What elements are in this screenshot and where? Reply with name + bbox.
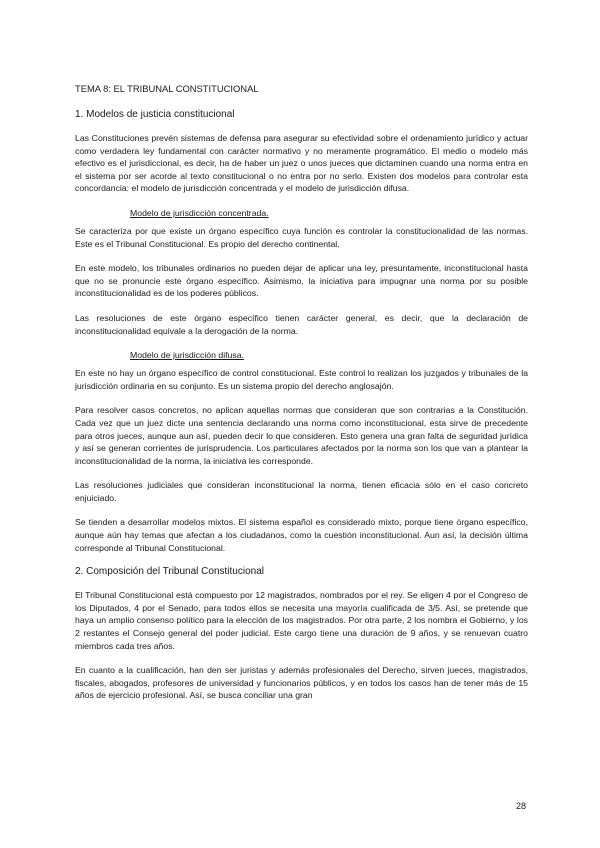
paragraph-composition-1: El Tribunal Constitucional está compuesto por 12 magistrados, nombrados por el rey. Se eligen 4 por el Congreso de los Diputados, 4 por el Senado, para todos ellos se necesita una mayoría cualificada de 3/5. Así, se pretende que haya un amplio consenso político para la elección de los magistrados. Por otra parte, 2 los nombra el Gobierno, y los 2 restantes el Consejo general del poder judicial. Este cargo tiene una duración de 9 años, y se renuevan cuatro miembros cada tres años. <box>75 590 528 651</box>
paragraph-concentrated-2: En este modelo, los tribunales ordinarios no pueden dejar de aplicar una ley, presuntamente, inconstitucional hasta que no se pronuncie este órgano específico. Asimismo, la iniciativa para impugnar una norma por su posible inconstitucionalidad es de los poderes públicos. <box>75 263 528 299</box>
section-heading-1: 1. Modelos de justicia constitucional <box>75 109 235 120</box>
section-heading-2: 2. Composición del Tribunal Constitucional <box>75 566 264 578</box>
paragraph-mixed-models: Se tienden a desarrollar modelos mixtos. El sistema español es considerado mixto, porque tiene órgano específico, aunque aún hay temas que afectan a los ciudadanos, como la cuestión inconstitucional. Aun así, la decisión última corresponde al Tribunal Constitucional. <box>75 517 528 553</box>
paragraph-diffuse-2: Para resolver casos concretos, no aplican aquellas normas que consideran que son contrarias a la Constitución. Cada vez que un juez dicte una sentencia declarando una norma como inconstitucional, esta sirve de precedente para otros jueces, aunque aun así, pueden decir lo que consideren. Esto genera una gran falta de seguridad jurídica y así se generan corrientes de jurisprudencia. Los particulares afectados por la norma son los que van a plantear la inconstitucionalidad de la norma, la iniciativa les corresponde. <box>75 405 528 466</box>
page-title: TEMA 8: EL TRIBUNAL CONSTITUCIONAL <box>75 83 259 94</box>
subheading-concentrated-model: Modelo de jurisdicción concentrada. <box>130 207 269 218</box>
paragraph-intro: Las Constituciones prevén sistemas de defensa para asegurar su efectividad sobre el ordenamiento jurídico y actuar como verdadera ley fundamental con carácter normativo y no meramente programático. El medio o modelo más efectivo es el jurisdiccional, es decir, ha de haber un juez o unos jueces que dictaminen cuando una norma entra en el sistema por ser acorde al texto constitucional o no entra por no serlo. Existen dos modelos para controlar esta concordancia: el modelo de jurisdicción concentrada y el modelo de jurisdicción difusa. <box>75 133 528 194</box>
subheading-diffuse-model: Modelo de jurisdicción difusa. <box>130 350 244 361</box>
paragraph-composition-2: En cuanto a la cualificación, han den ser juristas y además profesionales del Derecho, sirven jueces, magistrados, fiscales, abogados, profesores de universidad y funcionarios públicos, y en todos los casos han de tener más de 15 años de ejercicio profesional. Así, se busca conciliar una gran <box>75 665 528 701</box>
page-number: 28 <box>515 801 526 811</box>
page-content <box>75 83 528 714</box>
paragraph-concentrated-3: Las resoluciones de este órgano específico tienen carácter general, es decir, que la declaración de inconstitucionalidad equivale a la derogación de la norma. <box>75 312 528 336</box>
paragraph-diffuse-1: En este no hay un órgano específico de control constitucional. Este control lo realizan los juzgados y tribunales de la jurisdicción ordinaria en su conjunto. Es un sistema propio del derecho anglosajón. <box>75 368 528 391</box>
paragraph-concentrated-1: Se caracteriza por que existe un órgano específico cuya función es controlar la constitucionalidad de las normas. Este es el Tribunal Constitucional. Es propio del derecho continental. <box>75 225 528 249</box>
paragraph-diffuse-3: Las resoluciones judiciales que consideran inconstitucional la norma, tienen eficacia sólo en el caso concreto enjuiciado. <box>75 480 528 503</box>
